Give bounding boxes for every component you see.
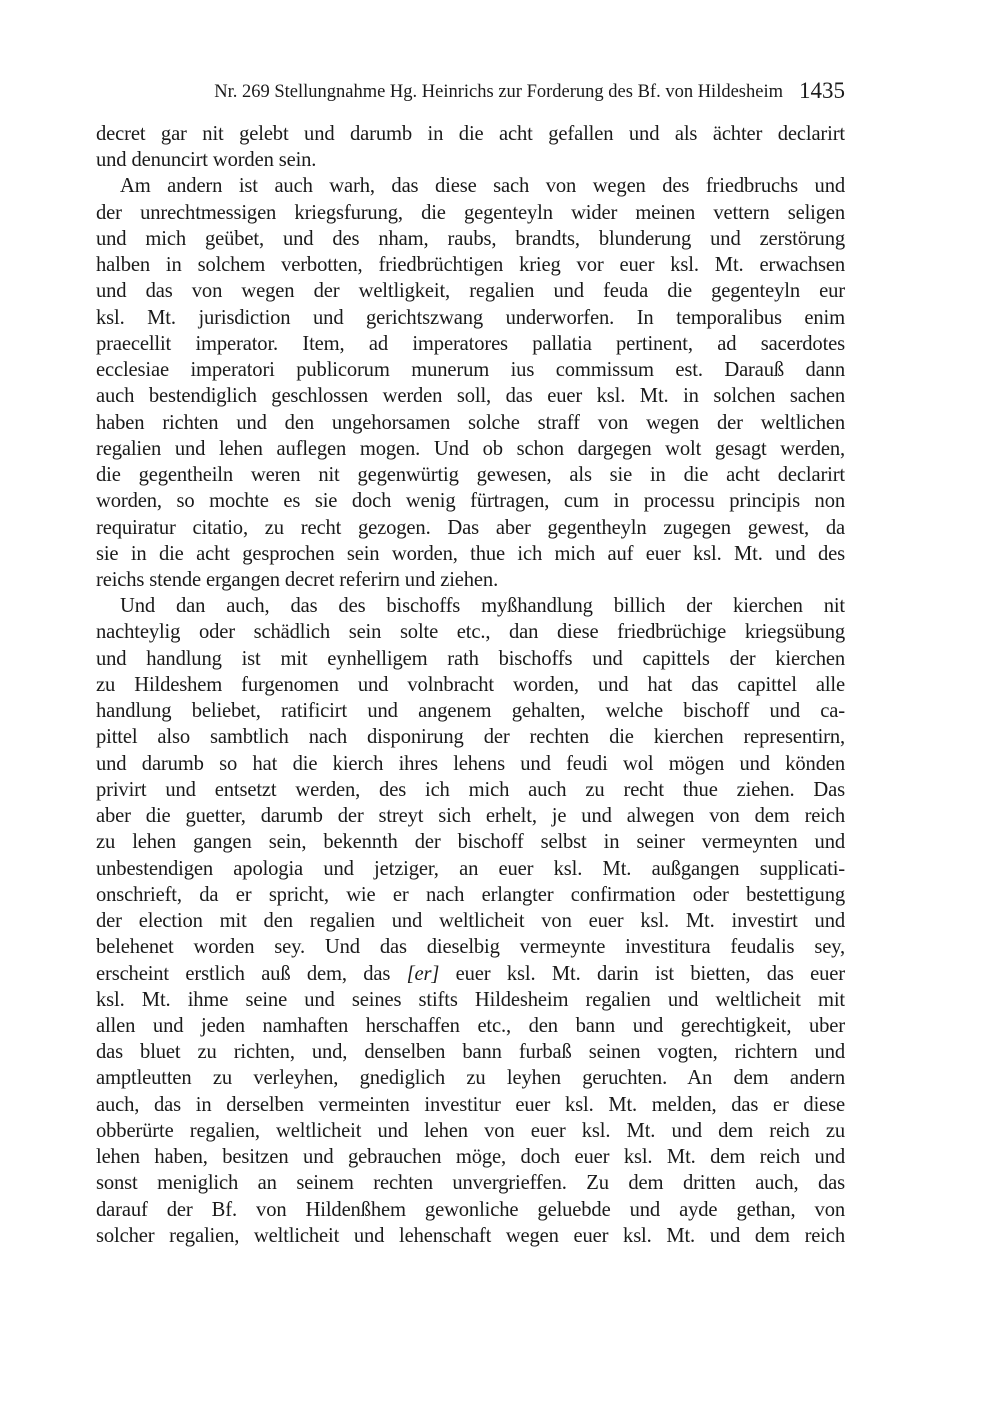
text-line: decret gar nit gelebt und darumb in die acht gefallen und als ächter declarirt: [96, 123, 845, 145]
text-line: haben richten und den ungehorsamen solche straff von wegen der weltlichen: [96, 411, 845, 434]
text-line: handlung beliebet, ratificirt und angenem gehalten, welche bischoff und ca-: [96, 700, 845, 723]
text-line: ecclesiae imperatori publicorum munerum ius commissum est. Darauß dann: [96, 359, 845, 382]
text-line: zu lehen gangen sein, bekennth der bischoff selbst in seiner vermeynten und: [96, 831, 845, 854]
text-line: praecellit imperator. Item, ad imperatores pallatia pertinent, ad sacerdotes: [96, 332, 845, 355]
text-line: und denuncirt worden sein.: [96, 149, 317, 172]
text-line: der election mit den regalien und weltlicheit von euer ksl. Mt. investirt und: [96, 910, 845, 933]
text-line: Am andern ist auch warh, das diese sach von wegen des friedbruchs und: [120, 175, 845, 198]
text-line: obberürte regalien, weltlicheit und lehen von euer ksl. Mt. und dem reich zu: [96, 1119, 845, 1142]
text-line: nachteylig oder schädlich sein solte etc., dan diese friedbrüchige kriegsübung: [96, 621, 845, 644]
text-line: regalien und lehen auflegen mogen. Und ob schon dargegen wolt gesagt werden,: [96, 437, 845, 460]
text-line: und das von wegen der weltligkeit, regalien und feuda die gegenteyln eur: [96, 280, 845, 303]
text-line: auch bestendiglich geschlossen werden soll, das euer ksl. Mt. in solchen sachen: [96, 385, 845, 408]
text-line: solcher regalien, weltlicheit und lehenschaft wegen euer ksl. Mt. und dem reich: [96, 1224, 845, 1247]
running-header: [96, 78, 845, 108]
text-line: halben in solchem verbotten, friedbrüchtigen krieg vor euer ksl. Mt. erwachsen: [96, 254, 845, 277]
text-line: ksl. Mt. jurisdiction und gerichtszwang underworfen. In temporalibus enim: [96, 306, 845, 329]
text-line: pittel also sambtlich nach disponirung der rechten die kierchen representirn,: [96, 726, 845, 749]
running-title: Nr. 269 Stellungnahme Hg. Heinrichs zur Forderung des Bf. von Hildesheim: [214, 82, 783, 102]
text-line: erscheint erstlich auß dem, das [er] euer ksl. Mt. darin ist bietten, das euer: [96, 962, 845, 985]
text-line: das bluet zu richten, und, denselben bann furbaß seinen vogten, richtern und: [96, 1041, 845, 1064]
text-line: Und dan auch, das des bischoffs myßhandlung billich der kierchen nit: [120, 595, 845, 618]
text-line: die gegentheiln weren nit gegenwürtig gewesen, als sie in die acht declarirt: [96, 464, 845, 487]
text-line: der unrechtmessigen kriegsfurung, die gegenteyln wider meinen vettern seligen: [96, 201, 845, 224]
text-line: unbestendigen apologia und jetziger, an euer ksl. Mt. außgangen supplicati-: [96, 857, 845, 880]
text-line: und darumb so hat die kierch ihres lehens und feudi wol mögen und könden: [96, 752, 845, 775]
text-line: worden, so mochte es sie doch wenig fürtragen, cum in processu principis non: [96, 490, 845, 513]
text-line: amptleutten zu verleyhen, gnediglich zu leyhen geruchten. An dem andern: [96, 1067, 845, 1090]
text-line: belehenet worden sey. Und das dieselbig vermeynte investitura feudalis sey,: [96, 936, 845, 959]
document-body: [96, 121, 845, 1249]
text-line: privirt und entsetzt werden, des ich mich auch zu recht thue ziehen. Das: [96, 778, 845, 801]
text-line: allen und jeden namhaften herschaffen etc., den bann und gerechtigkeit, uber: [96, 1014, 845, 1037]
text-line: auch, das in derselben vermeinten investitur euer ksl. Mt. melden, das er diese: [96, 1093, 845, 1116]
text-line: aber die guetter, darumb der streyt sich erhelt, je und alwegen von dem reich: [96, 805, 845, 828]
text-line: darauf der Bf. von Hildenßhem gewonliche geluebde und ayde gethan, von: [96, 1198, 845, 1221]
text-line: und mich geübet, und des nham, raubs, brandts, blunderung und zerstörung: [96, 227, 845, 250]
text-line: lehen haben, besitzen und gebrauchen möge, doch euer ksl. Mt. dem reich und: [96, 1146, 845, 1169]
text-line: ksl. Mt. ihme seine und seines stifts Hildesheim regalien und weltlicheit mit: [96, 988, 845, 1011]
page-number: 1435: [799, 78, 845, 103]
text-line: reichs stende ergangen decret referirn und ziehen.: [96, 568, 499, 591]
text-line: sonst meniglich an seinem rechten unvergrieffen. Zu dem dritten auch, das: [96, 1172, 845, 1195]
text-line: zu Hildeshem furgenomen und volnbracht worden, und hat das capittel alle: [96, 673, 845, 696]
text-line: onschrieft, da er spricht, wie er nach erlangter confirmation oder bestettigung: [96, 883, 845, 906]
text-line: requiratur citatio, zu recht gezogen. Das aber gegentheyln zugegen gewest, da: [96, 516, 845, 539]
editorial-insertion: [er]: [406, 962, 440, 985]
text-line: und handlung ist mit eynhelligem rath bischoffs und capittels der kierchen: [96, 647, 845, 670]
text-line: sie in die acht gesprochen sein worden, thue ich mich auf euer ksl. Mt. und des: [96, 542, 845, 565]
